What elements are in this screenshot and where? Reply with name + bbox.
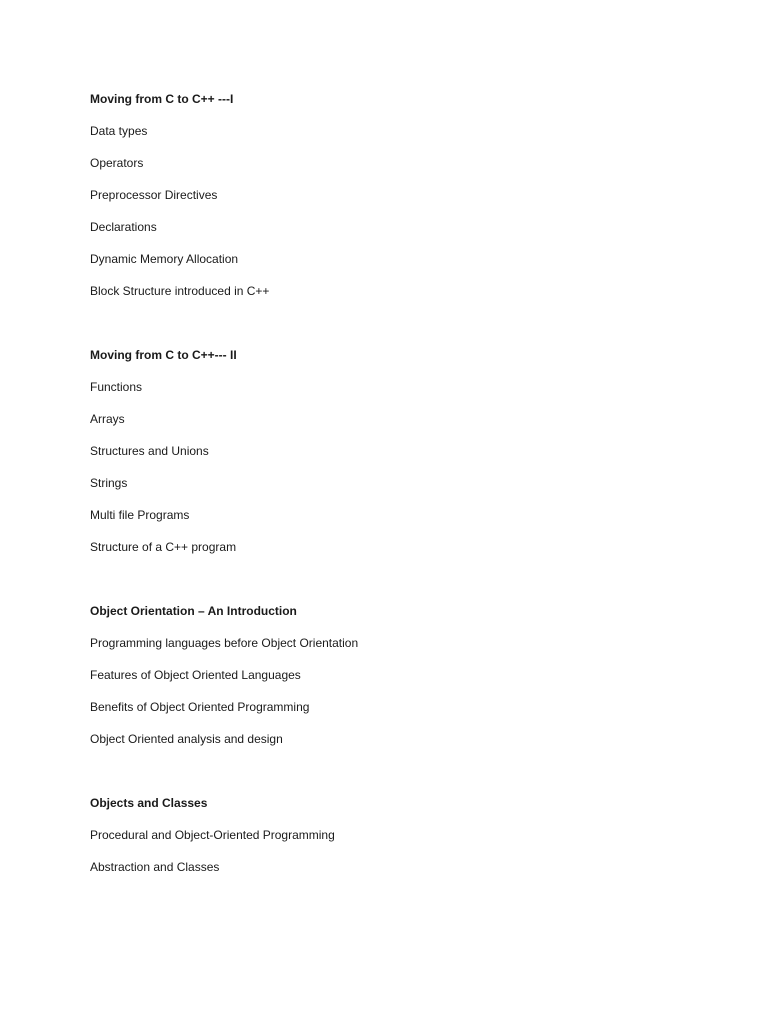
list-item: Abstraction and Classes <box>90 860 220 874</box>
list-item: Dynamic Memory Allocation <box>90 252 239 266</box>
list-item: Preprocessor Directives <box>90 188 218 202</box>
list-item: Functions <box>90 380 143 394</box>
section-moving-c-to-cpp-2 <box>90 345 710 569</box>
list-item: Data types <box>90 124 148 138</box>
list-item: Multi file Programs <box>90 508 190 522</box>
list-item: Block Structure introduced in C++ <box>90 284 270 298</box>
list-item: Procedural and Object-Oriented Programming <box>90 828 335 842</box>
section-heading: Objects and Classes <box>90 796 208 810</box>
document-body <box>90 89 710 889</box>
list-item: Arrays <box>90 412 125 426</box>
list-item: Object Oriented analysis and design <box>90 732 283 746</box>
list-item: Declarations <box>90 220 157 234</box>
section-object-orientation <box>90 601 710 761</box>
list-item: Features of Object Oriented Languages <box>90 668 301 682</box>
section-heading: Moving from C to C++--- II <box>90 348 237 362</box>
list-item: Programming languages before Object Orientation <box>90 636 359 650</box>
list-item: Operators <box>90 156 144 170</box>
section-moving-c-to-cpp-1 <box>90 89 710 313</box>
list-item: Structure of a C++ program <box>90 540 237 554</box>
section-objects-and-classes <box>90 793 710 889</box>
section-heading: Moving from C to C++ ---I <box>90 92 234 106</box>
list-item: Strings <box>90 476 128 490</box>
list-item: Structures and Unions <box>90 444 209 458</box>
list-item: Benefits of Object Oriented Programming <box>90 700 310 714</box>
section-heading: Object Orientation – An Introduction <box>90 604 297 618</box>
